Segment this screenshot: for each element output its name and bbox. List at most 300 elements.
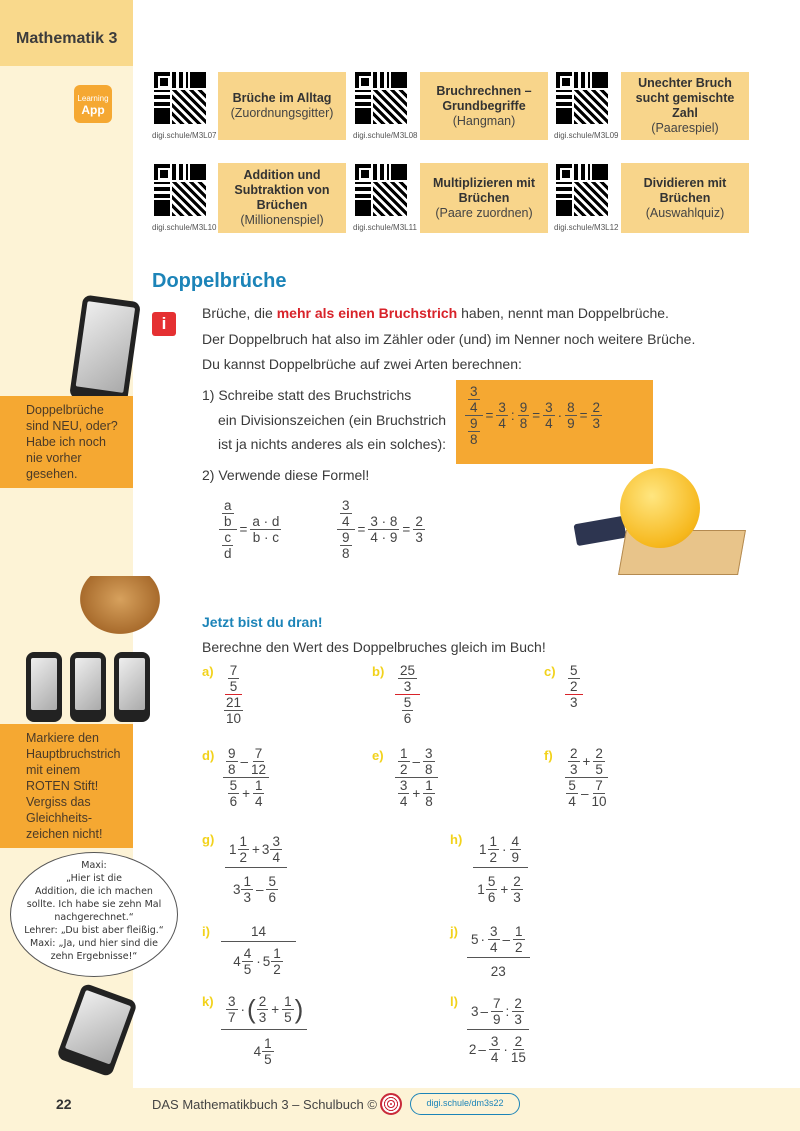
note-line: mit einem [26, 763, 81, 777]
footer-copyright: DAS Mathematikbuch 3 – Schulbuch © [152, 1097, 377, 1112]
den: 3 [415, 530, 423, 545]
num: 5 [229, 778, 238, 793]
num: 2 [570, 746, 578, 761]
num: 3 [490, 924, 498, 939]
exercise-label: h) [450, 832, 463, 847]
book-title: Mathematik 3 [16, 30, 118, 47]
den: 5 [595, 762, 603, 777]
note-line: Doppelbrüche [26, 403, 104, 417]
whole: 3 [232, 882, 241, 897]
fraction [568, 663, 580, 694]
den: 4 [399, 794, 408, 809]
den: 3 [243, 890, 251, 905]
num: 2 [592, 400, 601, 415]
note-line: sind NEU, oder? [26, 419, 118, 433]
double-fraction [219, 498, 237, 561]
whole: 3 [261, 842, 270, 857]
bubble-line: „Hier ist die [66, 873, 122, 884]
bubble-line: Lehrer: „Du bist aber fleißig.“ [24, 925, 164, 936]
num: 4 [511, 834, 520, 849]
num: 7 [229, 663, 238, 678]
num: 3 · 8 [370, 514, 398, 529]
den: 12 [251, 762, 267, 777]
den: 5 [284, 1010, 292, 1025]
divide: : [510, 408, 515, 423]
plus: + [500, 882, 509, 897]
minus: – [412, 754, 421, 769]
num: 3 [490, 1034, 499, 1049]
times: · [557, 408, 563, 423]
plus: + [271, 1002, 280, 1017]
den: 3 [513, 890, 521, 905]
fraction [238, 834, 250, 865]
den: 10 [226, 711, 242, 726]
app-title: Multiplizieren mit Brüchen [432, 175, 536, 205]
fraction [510, 834, 522, 865]
app-card[interactable] [218, 163, 346, 233]
fraction [593, 746, 605, 777]
double-fraction [473, 834, 528, 905]
minus: – [480, 1004, 489, 1019]
fraction [518, 400, 530, 431]
den: b · c [252, 530, 280, 545]
fraction [491, 996, 503, 1027]
den: 10 [591, 794, 607, 809]
fraction [266, 874, 278, 905]
qr-link[interactable]: digi.schule/M3L10 [152, 223, 217, 232]
fraction [226, 994, 238, 1025]
footer-link[interactable]: digi.schule/dm3s22 [410, 1093, 520, 1115]
fraction [591, 400, 603, 431]
speech-bubble-joke [10, 852, 178, 977]
fraction [253, 778, 265, 809]
fraction [488, 924, 500, 955]
equals: = [485, 408, 494, 423]
fraction [402, 695, 414, 726]
den: 23 [490, 964, 506, 979]
den: 4 [342, 514, 350, 529]
times: · [256, 954, 261, 969]
den: 3 [514, 1012, 522, 1027]
times: · [503, 1042, 508, 1057]
learning-app-line2: App [81, 103, 105, 117]
exercise-label: b) [372, 664, 385, 679]
den: 3 [570, 762, 578, 777]
den: d [223, 546, 232, 561]
fraction [257, 994, 269, 1025]
plus: + [412, 786, 421, 801]
note-line: Markiere den [26, 731, 99, 745]
section-title: Doppelbrüche [152, 270, 287, 292]
num: 25 [400, 663, 416, 678]
info-icon: i [152, 312, 176, 336]
plus: + [242, 786, 250, 801]
exercise-i[interactable] [220, 924, 297, 977]
method-1-line: 1) Schreibe statt des Bruchstrichs [202, 387, 412, 403]
den: 2 [489, 850, 498, 865]
den: 9 [567, 416, 575, 431]
qr-link[interactable]: digi.schule/M3L09 [554, 131, 619, 140]
method-2-line: 2) Verwende diese Formel! [202, 467, 370, 483]
double-fraction [395, 663, 420, 726]
fraction [513, 924, 525, 955]
whole: 1 [229, 842, 237, 857]
formula-example [336, 498, 426, 561]
fraction [511, 1034, 526, 1065]
double-fraction [337, 498, 355, 561]
exercise-e[interactable] [394, 746, 439, 809]
num: 5 [487, 874, 496, 889]
num: 2 [513, 874, 521, 889]
num: a [224, 498, 232, 513]
num: 1 [284, 994, 292, 1009]
app-title: Unechter Bruch sucht gemischte Zahl [635, 76, 735, 120]
fraction [251, 746, 266, 777]
exercise-h[interactable] [472, 834, 529, 905]
den: 5 [243, 962, 252, 977]
sidebar-note-new [0, 396, 133, 488]
den: 4 · 9 [370, 530, 398, 545]
num: c [224, 530, 232, 545]
equals: = [239, 522, 248, 537]
fraction [222, 498, 234, 529]
method-1-formula [464, 384, 603, 447]
num: 1 [400, 746, 408, 761]
intro-line-3: Du kannst Doppelbrüche auf zwei Arten berechnen: [202, 356, 522, 372]
den: 8 [342, 546, 350, 561]
app-card[interactable] [218, 72, 346, 140]
exercise-g[interactable] [224, 834, 288, 905]
num: 7 [254, 746, 263, 761]
method-1-line: ein Divisionszeichen (ein Bruchstrich [218, 412, 446, 428]
minus: – [478, 1042, 486, 1057]
intro-line-1 [202, 305, 669, 321]
app-card[interactable] [420, 163, 548, 233]
num: 3 [399, 778, 408, 793]
double-fraction [221, 924, 296, 977]
num: 5 [268, 874, 276, 889]
exercise-b[interactable] [394, 663, 421, 726]
sidebar-header [0, 0, 133, 66]
whole: 2 [468, 1042, 477, 1057]
num: 9 [228, 746, 236, 761]
double-fraction [465, 384, 483, 447]
num: 1 [239, 834, 248, 849]
qr-code-icon[interactable] [154, 72, 206, 124]
exercise-label: c) [544, 664, 556, 679]
num: 7 [595, 778, 603, 793]
den: 8 [519, 416, 528, 431]
whole: 5 [471, 932, 479, 947]
den: 4 [498, 416, 506, 431]
fraction [398, 746, 410, 777]
double-fraction [565, 746, 608, 809]
intro-text: Brüche, die [202, 305, 277, 321]
num: 3 [498, 400, 506, 415]
exercise-j[interactable] [466, 924, 531, 979]
fraction [398, 663, 417, 694]
den: 8 [228, 762, 236, 777]
fraction [512, 996, 524, 1027]
note-line: Gleichheits- [26, 811, 92, 825]
fraction [242, 946, 254, 977]
dog-covering-ears-icon [80, 576, 160, 634]
exercise-label: g) [202, 832, 215, 847]
intro-line-2: Der Doppelbruch hat also im Zähler oder (und) im Nenner noch weitere Brüche. [202, 331, 696, 347]
qr-code-icon[interactable] [556, 72, 608, 124]
phone-character-icon [70, 652, 106, 722]
fraction [489, 1034, 501, 1065]
den: 3 [570, 695, 578, 710]
num: 7 [493, 996, 501, 1011]
qr-link[interactable]: digi.schule/M3L08 [353, 131, 418, 140]
den: 5 [229, 679, 238, 694]
fraction [282, 994, 294, 1025]
equals: = [402, 522, 411, 537]
fraction [224, 695, 243, 726]
fraction [228, 778, 240, 809]
fraction [486, 874, 498, 905]
qr-code-icon[interactable] [355, 72, 407, 124]
whole: 5 [262, 954, 271, 969]
note-line: Vergiss das [26, 795, 91, 809]
qr-link[interactable]: digi.schule/M3L11 [353, 223, 417, 232]
num: 2 [514, 996, 522, 1011]
intro-highlight: mehr als einen Bruchstrich [276, 305, 458, 321]
fraction [368, 514, 399, 545]
app-subtitle: (Paare zuordnen) [435, 205, 533, 220]
num: 3 [228, 994, 236, 1009]
exercise-label: i) [202, 924, 210, 939]
num: 9 [342, 530, 350, 545]
double-fraction [223, 663, 244, 726]
general-formula [218, 498, 282, 561]
note-line: gesehen. [26, 467, 78, 481]
learning-app-line1: Learning [77, 94, 109, 103]
minus: – [580, 786, 589, 801]
num: 5 [568, 778, 576, 793]
num: 1 [243, 874, 251, 889]
whole: 3 [471, 1004, 479, 1019]
minus: – [240, 754, 249, 769]
fraction [423, 778, 435, 809]
num: 5 [570, 663, 578, 678]
num: 1 [273, 946, 281, 961]
num: 1 [264, 1036, 272, 1051]
num: 3 [470, 384, 478, 399]
num: a · d [252, 514, 280, 529]
paren: ) [294, 994, 304, 1024]
learning-app-icon[interactable] [74, 85, 112, 123]
fraction [565, 400, 577, 431]
den: 2 [515, 940, 523, 955]
exercise-f[interactable] [564, 746, 609, 809]
app-subtitle: (Millionenspiel) [240, 213, 324, 227]
exercise-label: e) [372, 748, 384, 763]
app-title: Bruchrechnen – Grundbegriffe [436, 83, 532, 113]
den: 6 [403, 711, 412, 726]
den: 9 [511, 850, 520, 865]
exercise-label: f) [544, 748, 553, 763]
qr-link[interactable]: digi.schule/M3L12 [554, 223, 619, 232]
qr-code-icon[interactable] [355, 164, 407, 216]
num: 2 [595, 746, 603, 761]
fraction [226, 746, 238, 777]
num: 1 [489, 834, 498, 849]
den: 4 [545, 416, 553, 431]
method-1-line: ist ja nichts anderes als ein solches): [218, 436, 446, 452]
qr-link[interactable]: digi.schule/M3L07 [152, 131, 217, 140]
num: 5 [403, 695, 412, 710]
double-fraction [565, 663, 583, 710]
den: 6 [229, 794, 238, 809]
double-fraction [467, 924, 530, 979]
num: 4 [243, 946, 252, 961]
fraction [566, 778, 578, 809]
den: 2 [273, 962, 281, 977]
den: 8 [470, 432, 478, 447]
den: 2 [400, 762, 408, 777]
bubble-line: sollte. Ich habe sie zehn Mal [26, 899, 162, 910]
num: 2 [258, 994, 267, 1009]
den: 3 [258, 1010, 267, 1025]
num: 9 [470, 416, 478, 431]
num: 21 [226, 695, 242, 710]
den: 4 [490, 940, 498, 955]
app-subtitle: (Zuordnungsgitter) [230, 106, 334, 120]
plus: + [582, 754, 591, 769]
note-line: Hauptbruchstrich [26, 747, 121, 761]
app-title: Dividieren mit Brüchen [643, 175, 727, 205]
app-card[interactable] [621, 163, 749, 233]
exercise-instruction: Berechne den Wert des Doppelbruches gleich im Buch! [202, 639, 546, 655]
app-card[interactable] [621, 72, 749, 140]
den: 8 [425, 794, 433, 809]
fraction [398, 778, 410, 809]
bubble-line: Maxi: [81, 860, 107, 871]
den: 4 [470, 400, 478, 415]
qr-code-icon[interactable] [556, 164, 608, 216]
fraction [543, 400, 555, 431]
fraction [250, 514, 281, 545]
note-line: ROTEN Stift! [26, 779, 99, 793]
pizza-eating-emoji-icon [620, 468, 700, 548]
exercise-label: l) [450, 994, 458, 1009]
den: 6 [487, 890, 496, 905]
app-subtitle: (Paarespiel) [651, 121, 719, 135]
paren: ( [247, 994, 256, 1024]
app-title: Brüche im Alltag [232, 91, 332, 105]
double-fraction [225, 834, 287, 905]
whole: 4 [233, 954, 241, 969]
den: 7 [228, 1010, 236, 1025]
fraction [488, 834, 500, 865]
fraction [270, 834, 282, 865]
fraction [262, 1036, 274, 1067]
fraction [340, 530, 352, 561]
equals: = [579, 408, 588, 423]
note-line: nie vorher [26, 451, 82, 465]
publisher-lion-logo-icon [380, 1093, 402, 1115]
exercise-a[interactable] [222, 663, 245, 726]
note-line: zeichen nicht! [26, 827, 103, 841]
double-fraction [395, 746, 438, 809]
num: 2 [415, 514, 423, 529]
page-number: 22 [56, 1096, 72, 1112]
fraction [423, 746, 435, 777]
bubble-line: Addition, die ich machen [35, 886, 153, 897]
fraction [468, 384, 480, 415]
equals: = [532, 408, 541, 423]
den: 2 [570, 679, 578, 694]
num: 3 [272, 834, 280, 849]
fraction [340, 498, 352, 529]
num: 3 [342, 498, 350, 513]
plus: + [252, 842, 260, 857]
fraction [222, 530, 233, 561]
num: 1 [425, 778, 433, 793]
num: 9 [519, 400, 528, 415]
den: 4 [254, 794, 263, 809]
exercise-label: k) [202, 994, 214, 1009]
fraction [511, 874, 523, 905]
num: 1 [254, 778, 263, 793]
num: 3 [545, 400, 553, 415]
fraction [591, 778, 606, 809]
fraction [271, 946, 283, 977]
num: 8 [567, 400, 575, 415]
exercise-label: j) [450, 924, 458, 939]
sidebar-note-red-pen [0, 724, 133, 848]
num: 14 [221, 924, 296, 942]
qr-code-icon[interactable] [154, 164, 206, 216]
times: · [502, 842, 507, 857]
bubble-line: zehn Ergebnisse!“ [50, 951, 138, 962]
app-card[interactable] [420, 72, 548, 140]
double-fraction [467, 996, 529, 1065]
den: 2 [239, 850, 248, 865]
num: 3 [425, 746, 433, 761]
app-title: Addition und Subtraktion von Brüchen [234, 168, 330, 212]
fraction [241, 874, 253, 905]
exercise-d[interactable] [222, 746, 270, 809]
remote-control-icon [573, 516, 626, 546]
double-fraction [221, 994, 307, 1067]
exercise-label: a) [202, 664, 214, 679]
whole: 1 [477, 882, 485, 897]
num: 1 [515, 924, 523, 939]
fraction [413, 514, 425, 545]
double-fraction [223, 746, 269, 809]
exercise-l[interactable] [466, 996, 530, 1065]
app-subtitle: (Auswahlquiz) [645, 205, 725, 220]
fraction [568, 746, 580, 777]
minus: – [502, 932, 511, 947]
num: 2 [514, 1034, 523, 1049]
bubble-line: nachgerechnet.“ [54, 912, 134, 923]
whole: 1 [479, 842, 487, 857]
fraction [228, 663, 240, 694]
den: 15 [510, 1050, 526, 1065]
exercise-c[interactable] [564, 663, 584, 710]
den: 5 [264, 1052, 272, 1067]
exercise-k[interactable] [220, 994, 308, 1067]
exercise-label: d) [202, 748, 215, 763]
den: 3 [592, 416, 601, 431]
den: 4 [568, 794, 576, 809]
phone-character-icon [26, 652, 62, 722]
bubble-line: Maxi: „Ja, und hier sind die [30, 938, 158, 949]
